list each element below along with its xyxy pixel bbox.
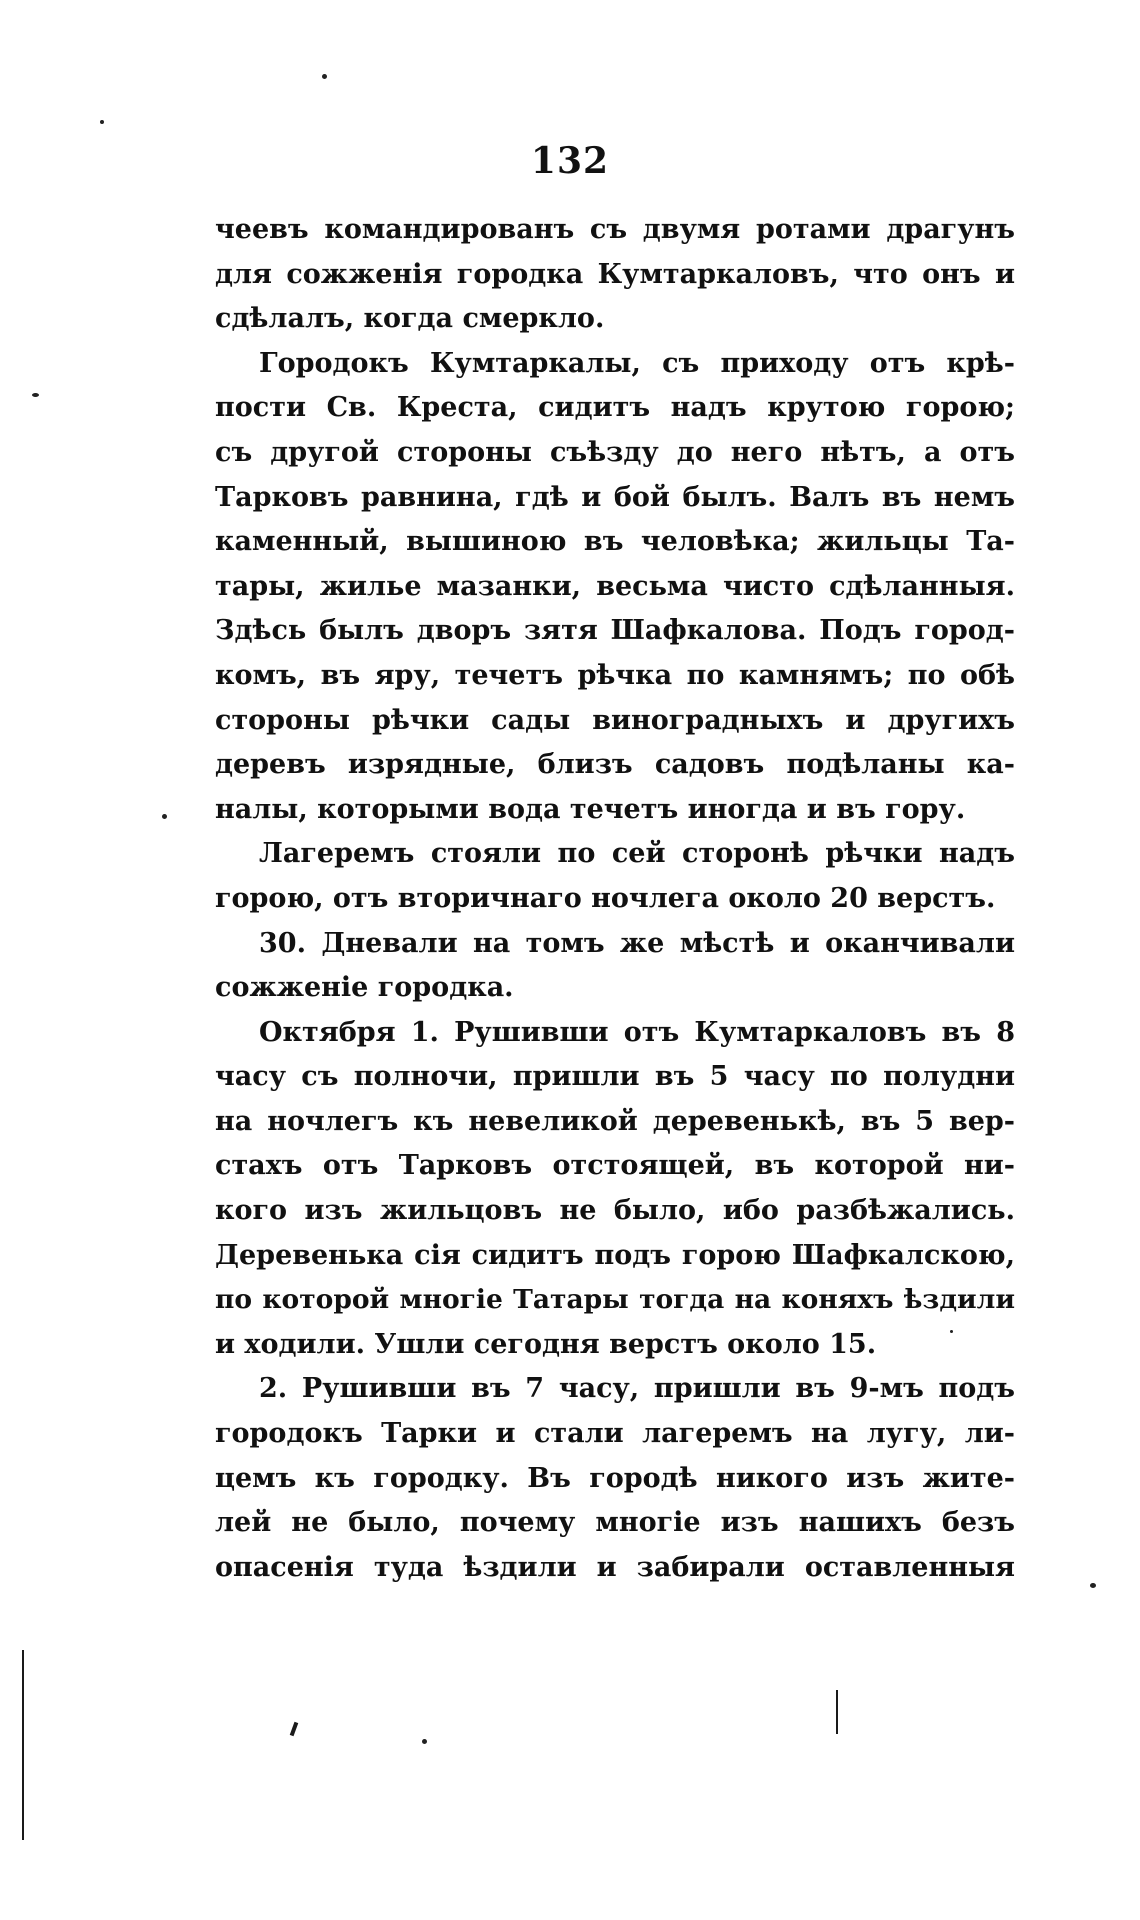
- text-line: налы, которыми вода течетъ иногда и въ гору.: [215, 793, 966, 825]
- text-line: по которой многіе Татары тогда на коняхъ ѣздили: [215, 1284, 1015, 1316]
- text-line: стахъ отъ Тарковъ отстоящей, въ которой ни-: [215, 1150, 1015, 1182]
- text-line: кого изъ жильцовъ не было, ибо разбѣжались.: [215, 1195, 1015, 1227]
- text-line: опасенія туда ѣздили и забирали оставленныя: [215, 1551, 1015, 1583]
- text-line: пости Св. Креста, сидитъ надъ крутою горою;: [215, 392, 1015, 424]
- text-line: 2. Рушивши въ 7 часу, пришли въ 9-мъ подъ: [259, 1373, 1015, 1405]
- scan-speck: [950, 1330, 953, 1333]
- text-line: для сожженія городка Кумтаркаловъ, что онъ и: [215, 258, 1015, 290]
- scan-speck: [162, 814, 167, 819]
- page-edge-line: [22, 1650, 24, 1840]
- text-line: стороны рѣчки сады виноградныхъ и другихъ: [215, 704, 1015, 736]
- text-line: Лагеремъ стояли по сей сторонѣ рѣчки надъ: [259, 838, 1015, 870]
- scan-speck: [100, 120, 104, 124]
- text-line: лей не было, почему многіе изъ нашихъ безъ: [215, 1507, 1015, 1539]
- text-line: сожженіе городка.: [215, 972, 514, 1004]
- scan-speck: [1090, 1583, 1096, 1588]
- text-line: съ другой стороны съѣзду до него нѣтъ, а отъ: [215, 436, 1015, 468]
- text-line: и ходили. Ушли сегодня верстъ около 15.: [215, 1328, 877, 1360]
- text-line: Октября 1. Рушивши отъ Кумтаркаловъ въ 8: [259, 1016, 1015, 1048]
- text-line: на ночлегъ къ невеликой деревенькѣ, въ 5 вер-: [215, 1105, 1015, 1137]
- text-line: комъ, въ яру, течетъ рѣчка по камнямъ; по обѣ: [215, 659, 1015, 691]
- scan-mark: [290, 1722, 299, 1737]
- scan-speck: [322, 74, 327, 79]
- text-line: цемъ къ городку. Въ городѣ никого изъ жите-: [215, 1462, 1015, 1494]
- text-line: 30. Дневали на томъ же мѣстѣ и оканчивали: [259, 927, 1015, 959]
- scan-speck: [422, 1739, 427, 1744]
- text-line: каменный, вышиною въ человѣка; жильцы Та-: [215, 526, 1015, 558]
- scan-mark: [836, 1690, 838, 1734]
- text-line: часу съ полночи, пришли въ 5 часу по полудни: [215, 1061, 1015, 1093]
- page-number: 132: [530, 140, 610, 182]
- text-line: горою, отъ вторичнаго ночлега около 20 верстъ.: [215, 882, 996, 914]
- text-line: деревъ изрядные, близъ садовъ подѣланы ка-: [215, 749, 1015, 781]
- text-line: Здѣсь былъ дворъ зятя Шафкалова. Подъ город-: [215, 615, 1015, 647]
- scan-speck: [32, 393, 39, 397]
- text-line: чеевъ командированъ съ двумя ротами драгунъ: [215, 214, 1015, 245]
- text-line: Деревенька сія сидитъ подъ горою Шафкалскою,: [215, 1239, 1015, 1271]
- text-line: Тарковъ равнина, гдѣ и бой былъ. Валъ въ немъ: [215, 481, 1015, 513]
- body-text: [215, 208, 1015, 1590]
- text-line: городокъ Тарки и стали лагеремъ на лугу, ли-: [215, 1418, 1015, 1450]
- text-line: Городокъ Кумтаркалы, съ приходу отъ крѣ-: [259, 347, 1015, 379]
- text-line: тары, жилье мазанки, весьма чисто сдѣланныя.: [215, 570, 1015, 602]
- text-line: сдѣлалъ, когда смеркло.: [215, 303, 605, 335]
